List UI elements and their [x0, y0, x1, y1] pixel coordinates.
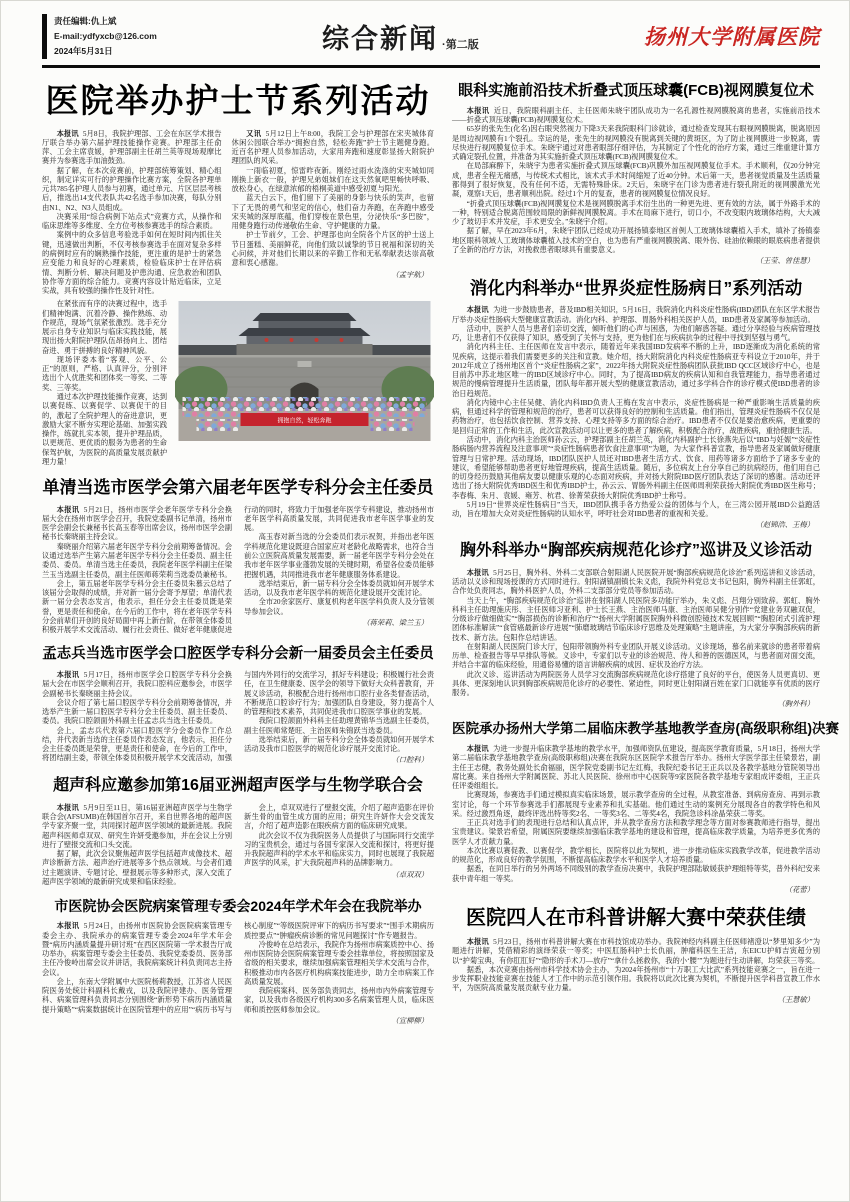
paragraph: 选举结束后，新一届专科分会全体委员就如何开展学术活动及我市口腔医学的规范化诊疗展开交流讨论。 [244, 734, 434, 754]
paragraph: 此次义诊、巡讲活动为两院医务人员学习交流胸部疾病规范化诊疗搭建了良好的平台，使医务人员更真切、更具体、更深刻地认识到胸部疾病规范化诊疗的必要性、紧迫性，同时更让射阳湖百姓在家门口就能享有优质的医疗服务。 [452, 669, 820, 698]
paragraph: 据悉，在同日举行的另外两场不同级别的教学查房决赛中，我院护理部陆敏媛获护理组特等奖，普外科纪安来获中青年组一等奖。 [452, 864, 820, 883]
section-title-wrap [157, 17, 644, 56]
article-body [42, 505, 434, 635]
paragraph-list [452, 324, 820, 519]
paragraph: 会上，东南大学附属中大医院杨莉教授，江苏省人民医院医务处统计科副科长戴戎，以及我院评建办、医务管理科、病案管理科负责同志分别围绕“新形势下病历内涵质量提升策略”“病案数据统计在医院管理中的应用”“病历书写与核心制度”“等级医院评审下的病历书写要求”“围手术期病历质控要点”“肿瘤疾病诊断的常见问题探讨”作专题报告。 [42, 921, 434, 1014]
red-lantern [340, 338, 344, 342]
paragraph-list [452, 596, 820, 698]
article-body [42, 670, 434, 765]
headline-ibd-day: 消化内科举办“世界炎症性肠病日”系列活动 [469, 278, 803, 299]
article-science-contest [452, 907, 820, 1005]
nurse-day-row-1 [42, 129, 434, 296]
tower-upper-story [259, 321, 351, 328]
headline-thoracic-tour: 胸外科举办“胸部疾病规范化诊疗”巡讲及义诊活动 [459, 542, 812, 560]
date-line: 2024年5月31日 [54, 45, 113, 56]
article-ibd-day [452, 278, 820, 530]
headline-ultrasound-congress: 超声科应邀参加第16届亚洲超声医学与生物学联合会 [53, 777, 423, 795]
tower-roof-lower [239, 328, 371, 336]
paragraph: 据了解，在本次竞赛前，护理部统筹策划、精心组织，制定详实可行的护理操作比赛方案，全院各护理单元共785名护理人员参与初赛，通过单元、片区层层考核后，推选出14支代表队共42名选手参加决赛，每队分别由N1、N2、N3人员组成。 [42, 165, 222, 212]
edition-label: ·第二版 [442, 38, 479, 51]
headline-medical-records-meeting: 市医院协会医院病案管理专委会2024年学术年会在我院举办 [54, 898, 422, 915]
paragraph [42, 921, 232, 977]
paragraph: 通过本次护理技能操作竞赛，达到以赛促练、以赛促学、以赛促干的目的，激起了全院护理人的奋进意识，更激励大家不断夯实理论基础、加强实践操作，练就扎实本领，提升护理品质，以更规范、更优质的服务为患者的生命保驾护航，为医院的高质量发展贡献护理力量！ [42, 392, 167, 466]
paragraph: 冷俊岭在总结表示，我院作为扬州市病案质控中心、扬州市医院协会医院病案管理专委会挂靠单位，将按照国家及省级的相关要求，继续加强病案管理相关学术交流与合作，积极推动市内各医疗机构病案技能进步，助力全市病案工作高质量发展。 [244, 939, 434, 986]
byline: （花蕾） [784, 884, 814, 894]
editor-info [42, 14, 157, 59]
paragraph: 此次会议不仅为我院医务人员提供了与国际同行交流学习的宝贵机会，通过与各国专家深入交流和探讨，将更好提升我院超声科的学术水平和临床实力，同时也展现了我院超声医学的风采，扩大我院超声科的品牌影响力。 [244, 830, 434, 868]
headline-nurse-day: 医院举办护士节系列活动 [45, 81, 431, 119]
paragraph: 会上，孟志兵代表第六届口腔医学分会委员作工作总结，并代表新当选的主任委员作表态发言，他表示，担任分会主任委员既是荣誉，更是责任和使命，在今后的工作中，将团结副主委，带领全体委员积极开展学术交流活动，加强与国内外同行的交流学习，抓好专科建设；积极履行社会责任，在卫生健康委、医学会的领导下做好大众科普教育，开展义诊活动，积极配合进行扬州市口腔行业各类督查活动，不断规范口腔诊疗行为；加强团队自身建设，努力提高个人的管理和技术素养，共同促进我市口腔医学事业的发展。 [42, 670, 434, 763]
paragraph-list [452, 965, 820, 993]
paragraph [452, 744, 820, 790]
paragraph: 活动中，医护人员与患者们亲切交流，倾听他们的心声与困惑，为他们解惑答疑。通过分享经验与疾病管理技巧，让患者们不仅获得了知识，感受到了关怀与支持，更为他们在与疾病抗争的过程中寻找到坚强与勇气。 [452, 323, 820, 343]
paragraph: 决赛采用“综合病例下站点式”竞赛方式，从操作和临床思维等多维度、全方位考核参赛选手的综合素质。 [42, 211, 222, 231]
crowd-front-left [197, 419, 239, 431]
dateline-lead: 本报讯 [56, 802, 79, 812]
paragraph: 我院病案科、医务部负责同志，扬州市内外病案管理专家，以及我市各级医疗机构300多名病案管理人员，临床医师和质控医师参加会议。 [244, 986, 434, 1014]
masthead [42, 14, 820, 68]
editor-line: 责任编辑:仇上斌 [54, 16, 117, 26]
paragraph: 会上，卓双双进行了壁报交流，介绍了超声造影在评价新生骨的血管生成方面的应用；研究生许妍作大会交流发言，介绍了超声造影在眼疾病方面的临床研究成果。 [244, 802, 434, 831]
wall-plaque [298, 361, 312, 367]
dateline-lead: 本报讯 [56, 921, 80, 931]
paragraph: 秦晓丽介绍第六届老年医学专科分会前期筹备情况。会议通过选举产生第六届老年医学专科分会主任委员、副主任委员、委员。单清当选主任委员，我院老年医学科副主任梁兰玉当选副主任委员，副主任医师蒋荣莉当选委员兼秘书。 [42, 541, 232, 579]
article-geriatrics-chair [42, 478, 434, 634]
paragraph: 高玉春对新当选的分会委员们表示祝贺，并指出老年医学科规范化建设既迎合国家应对老龄化战略需求，也符合当前公立医院高质量发展需要，新一届老年医学专科分会处在我市老年医学事业蓬勃发展的关键时期，希望各位委员能够把握机遇，共同推进我市老年健康服务体系建设。 [244, 532, 434, 579]
dateline-lead: 本报讯 [56, 128, 79, 138]
article-thoracic-tour [452, 542, 820, 709]
byline: （胸外科） [777, 699, 814, 709]
paragraph-text: 5月24日，由扬州市医院协会医院病案管理专委会主办、我院承办的病案管理专委会2024年学术年会暨“病历内涵质量提升研讨班”在西区医院第一学术报告厅成功举办，病案管理专委会主任委员、我院党委委员、医务部主任冷俊岭出席会议并讲话，我院病案统计科负责同志主持会议。 [42, 921, 232, 977]
paragraph: 65岁的张先生(化名)因右眼突然视力下降3天来我院眼科门诊就诊，通过检查发现其右眼视网膜脱离，脱离原因是周边视网膜有1个裂孔。幸运的是，张先生的视网膜没有脱离到关键的黄斑区，为了防止视网膜进一步脱离，需尽快进行视网膜复位手术。朱晓宇通过对患者眼部仔细评估，为其制定了个性化的治疗方案，通过三维重建计算方式确定裂孔位置，并准备为其实施折叠式顶压球囊(FCB)视网膜复位术。 [452, 124, 820, 162]
paragraph: 会上，第五届老年医学专科分会主任委员朱慕云总结了该届分会取得的成绩，并对新一届分会寄予厚望；单清代表新一届分会表态发言，他表示，担任分会主任委员既是荣誉，更是责任和使命。在今后的工作中，将在老年医学专科分会前辈们开创的良好局面中再上新台阶，在带领全体委员积极开展学术交流活动、履行社会责任、做好老年健康促进行动的同时，将致力于加强老年医学专科建设，推动扬州市老年医学科高质量发展，共同促进我市老年医学事业的发展。 [42, 504, 434, 635]
byline: （蒋荣莉、梁兰玉） [362, 617, 428, 627]
byline: （赵锦浩、王梅） [755, 520, 814, 530]
group-photo-illustration [175, 301, 434, 441]
paragraph [452, 305, 820, 324]
paragraph: 案例中的众多信息考验选手如何在短时间内抓住关键，迅速做出判断，不仅考核参赛选手在面对复杂多样的病例时应有的娴熟操作技能，更注重的是护士的紧急应变能力和良好的心理素质，检验临床护士在评估病情、判断分析、解决问题及护患沟通、应急救治和团队协作等方面的综合能力。竞赛内容设计贴近临床，立足实战，具有较强的操作性及针对性。 [42, 230, 222, 296]
dateline-lead: 又讯 [246, 128, 262, 138]
byline: （口腔科） [391, 755, 428, 765]
headline-stomatology-chair: 孟志兵当选市医学会口腔医学专科分会新一届委员会主任委员 [42, 646, 434, 663]
red-lantern [265, 338, 269, 342]
hospital-brand-logo: 扬州大学附属医院 [644, 24, 820, 50]
paragraph-list [42, 166, 222, 296]
paragraph [232, 129, 434, 166]
byline: （王莹、曾佳慧） [755, 256, 814, 266]
paragraph-text: 5月17日，扬州市医学会口腔医学专科分会换届大会在市医学会顺利召开，我院口腔科应邀参会，市医学会副秘书长秦晓丽主持会议。 [42, 670, 232, 698]
article-body [452, 937, 820, 1005]
paragraph [452, 937, 820, 965]
group-photo [175, 301, 434, 441]
paragraph-list [452, 790, 820, 883]
paragraph: 一雨临初夏，惊雷昨夜新。刚经过雨水洗涤的宋夹城如同刚换上新衣一般，护理兄弟姐妹们在这天然氧吧里畅快呼吸、放松身心，在绿意浓郁的梧桐美道中感受初夏与阳光。 [231, 165, 434, 194]
dateline-lead: 本报讯 [466, 567, 489, 577]
paragraph-text: 5月23日，扬州市科普讲解大赛在市科技馆成功举办。我院神经内科副主任医师褚澄以“梦里知多少”为题进行讲解，凭借精彩的演绎荣获一等奖；中医肛肠科护士长仇丽，肿瘤科医生王洁，东EICU护师吉寅超分别以“护菊宝典，有你肛肛好”“隐形的手术刀—放疗”“拿什么拯救你，我的小‘腰’”为题进行生动讲解，均荣获三等奖。 [452, 936, 820, 965]
article-body [452, 744, 820, 895]
paragraph-text: 近日，我院眼科副主任、主任医师朱晓宇团队成功为一名孔源性视网膜脱离的患者，实施前沿技术——折叠式顶压球囊(FCB)视网膜复位术。 [452, 105, 821, 125]
nurse-day-col-1 [42, 129, 222, 296]
dateline-lead: 本报讯 [466, 105, 490, 115]
paragraph [42, 670, 232, 698]
paragraph-list [42, 299, 167, 466]
byline: （宣柳柳） [391, 1015, 428, 1025]
dateline-lead: 本报讯 [466, 305, 489, 315]
paragraph-text: 5月25日，胸外科、外科二支部联合射阳湖人民医院开展“胸部疾病规范化诊治”系列巡讲和义诊活动，活动以义诊和现场授课的方式同时进行。射阳湖镇副镇长朱义彪，我院外科党总支书记包阳，胸外科副主任郭虹，合作处负责同志，胸外科医护人员，外科二支部部分党员等参加活动。 [452, 567, 820, 596]
nurse-day-col-2 [232, 129, 434, 296]
tower-platform [237, 344, 373, 355]
paragraph-text: 为进一步鼓励患者，普及IBD相关知识，5月16日，我院消化内科炎症性肠病(IBD)团队在东区学术报告厅举办炎症性肠病大型健康宣教活动。消化内科、护理部、胃肠外科相关医护人员，IBD患者及家属等参加活动。 [452, 305, 820, 324]
paragraph-list [232, 166, 434, 268]
red-lantern [315, 338, 319, 342]
byline: （卓双双） [391, 869, 428, 879]
right-column [452, 78, 839, 1026]
article-medical-records-meeting [42, 898, 434, 1026]
paragraph: 我院口腔颌面外科科主任助理黄锦华当选副主任委员，副主任医师常楚旺、主治医师朱锦跃当选委员。 [244, 716, 434, 735]
headline-eye-fcb: 眼科实施前沿技术折叠式顶压球囊(FCB)视网膜复位术 [458, 81, 814, 99]
paragraph: 现场评委本着“客观、公平、公正”的原则，严格、认真评分，分别评选出个人优胜奖和团体奖一等奖、二等奖、三等奖。 [42, 354, 167, 392]
nurse-day-row-2 [42, 299, 434, 466]
headline-geriatrics-chair: 单清当选市医学会第六届老年医学专科分会主任委员 [42, 478, 434, 498]
paragraph: 会议介绍了第七届口腔医学专科分会前期筹备情况，并选举产生新一届口腔医学专科分会主任委员、副主任委员、委员。我院口腔颌面外科副主任孟志兵当选主任委员。 [42, 697, 232, 726]
page-content [42, 78, 839, 1026]
banner-text: 拥抱自然，轻松奔跑 [277, 418, 332, 425]
dateline-lead: 本报讯 [56, 504, 80, 514]
paragraph-text: 5月21日，扬州市医学会老年医学专科分会换届大会在扬州市医学会召开，我院党委副书记单清，扬州市医学会副会长兼秘书长高玉春等出席会议，扬州市医学会副秘书长秦晓丽主持会议。 [42, 504, 232, 542]
article-stomatology-chair [42, 646, 434, 765]
crowd-front-right [371, 419, 415, 431]
paragraph: 在紧张而有序的决赛过程中，选手们精神饱满、沉着冷静、操作熟练、动作规范，现场气氛紧张激烈。选手充分展示自身专业知识与临床实践技能，展现出扬大附院护理队伍昂扬向上、团结奋进、勇于拼搏的良好精神风貌。 [42, 299, 167, 355]
dateline-lead: 本报讯 [466, 743, 489, 753]
paragraph [42, 803, 232, 849]
paragraph-text: 5月12日上午8:00，我院工会与护理部在宋夹城体育休闲公园联合举办“拥抱自然，轻松奔跑”护士节主题健身跑。近百名护理人员参加活动，大家用奔跑和速度彰显扬大附院护理团队的风采。 [231, 128, 435, 166]
paragraph: “折叠式顶压球囊(FCB)视网膜复位术是视网膜脱离手术衍生出的一种更先进、更有效的方法，属于外路手术的一种，特别适合脱离范围较局限的新鲜视网膜脱离。手术在局麻下进行，切口小，不改变眼内玻璃体结构，大大减少了玻切手术并发症，手术更安全。”朱晓宇介绍。 [452, 198, 820, 227]
tower-roof-top [253, 313, 357, 321]
paragraph: 消化内科主任、主任医师在发言中表示，随着近年来我国IBD发病率不断的上升，IBD逐渐成为消化系统的常见疾病，这提示着我们需要更多的关注和宣教。她介绍，扬大附院消化内科炎症性肠病亚专科设立于2010年，并于2012年成立了扬州地区首个“炎症性肠病之家”，2022年扬大附院炎症性肠病团队获批IBD QCC区域诊疗中心，也是目前苏中苏北地区唯一的IBD区域诊疗中心。同时，为了提高IBD病友的疾病认知和自我管理能力，指导患者通过规范的慢病管理提升生活质量，团队每年都开展大型的健康宣教活动，通过多学科合作的诊疗模式使IBD患者的诊治日趋规范。 [452, 342, 820, 398]
paragraph-text: 5月9日至11日，第16届亚洲超声医学与生物学联合会(AFSUMB)在韩国首尔召开，来自世界各地的超声医学专家齐聚一堂，共同探讨超声医学领域的最新进展。我院超声科医师卓双双、研究生许妍受邀参加，并在会议上分别进行了壁报交流和口头交流。 [42, 802, 232, 849]
email-line: E-mail:ydfyxcb@126.com [54, 30, 157, 41]
byline: （王慧敏） [777, 994, 814, 1004]
article-eye-fcb [452, 82, 820, 267]
article-body [42, 803, 434, 886]
paragraph: 蓝天白云下，他们留下了美丽的身影与快乐的笑声，也留下了无畏的勇气和坚定的信心，他们奋力奔跑，在奔跑中感受宋夹城的深厚底蕴，他们穿梭在景色里，分泌快乐“多巴胺”，用健身跑行动传递敬佑生命、守护健康的力量。 [231, 193, 434, 231]
paragraph-text: 5月8日，我院护理部、工会在东区学术报告厅联合举办第六届护理技能操作竞赛。护理部主任俞萍、工会主席袁媛，护理部副主任胡兰英等现场观摩比赛并为参赛选手加油鼓劲。 [42, 128, 222, 166]
paragraph-text: 为进一步提升临床教学基地的教学水平，加强师资队伍建设，提高医学教育质量，5月18日，扬州大学第二届临床教学基地教学查房(高级职称组)决赛在我院东区医院学术报告厅举办。扬州大学医学部主任梁景岩，副主任王志健，教务处副处长俞福丽，医学院党委副书记左红梅，我院纪委书记王正兵以及各教学基地分管院领导出席比赛。来自扬州大学附属医院、苏北人民医院、徐州市中心医院等9家医院各教学基地专家组成评委组，王正兵任评委组组长。 [452, 743, 820, 791]
paragraph [452, 106, 820, 125]
article-teaching-final [452, 721, 839, 895]
paragraph: 比赛现场，参赛选手们通过模拟真实临床场景，展示教学查房的全过程，从教室准备、到病房查房、再到示教室讨论，每一个环节参赛选手们都展现专业素养和扎实基础。他们通过生动的案例充分展现各自的教学特色和风采。经过激烈角逐，最终评选出特等奖2名、一等奖3名、二等奖4名，我院急诊科凃晶荣获二等奖。 [452, 790, 820, 818]
paragraph: 据悉，本次竞赛由扬州市科学技术协会主办，为2024年扬州市“十万职工大比武”系列技能竞赛之一，旨在进一步发挥职业技能竞赛在技能人才工作中的示范引领作用。我院将以此次比赛为契机，不断提升医学科普宣教工作水平，为医院高质量发展贡献专业力量。 [452, 964, 820, 993]
tower-lower-story [247, 336, 363, 344]
byline: （孟宇航） [391, 269, 428, 279]
paragraph [42, 505, 232, 542]
article-nurse-day [42, 82, 434, 467]
side-gallery-left [179, 345, 237, 355]
paragraph [42, 129, 222, 166]
wall-parapet [179, 355, 431, 358]
paragraph: 在射阳湖人民医院门诊大厅，包阳带领胸外科专业团队开展义诊活动。义诊现场，慕名前来就诊的患者带着病历单、检查报告等早早排队等候。义诊中，专家们以专业的诊治规范、待人和善的医德医风，与患者面对面交流，并结合丰富的临床经验，用通俗易懂的语言讲解疾病的成因、症状及治疗方法。 [452, 641, 820, 670]
paragraph: 选举结束后，新一届专科分会全体委员就如何开展学术活动，以及我市老年医学科的规范化建设展开交流讨论。 [244, 578, 434, 598]
left-column [42, 78, 434, 1026]
paragraph: 据了解，早在2023年6月，朱晓宇团队已经成功开展扬镇泰地区首例人工玻璃体球囊植入手术，填补了扬镇泰地区眼科领域人工玻璃体球囊植入技术的空白，也为患有严重视网膜脱离、眼外伤、硅油依赖眼的眼底病患者提供了全新的治疗方法，对挽救患者眼球具有重要意义。 [452, 226, 820, 254]
article-body [452, 106, 820, 266]
section-title: 综合新闻 [322, 23, 439, 54]
paragraph: 本次比赛以赛促教、以赛促学，教学相长，医院将以此为契机，进一步推动临床实践教学改革，促进教学活动的规范化，形成良好的教学氛围，不断提高临床教学水平和医学人才培养质量。 [452, 845, 820, 865]
headline-teaching-final: 医院承办扬州大学第二届临床教学基地教学查房(高级职称组)决赛 [452, 721, 839, 737]
paragraph: 护士节前夕，工会、护理部也向全院各个片区的护士送上节日蛋糕、美丽鲜花，向他们致以诚挚的节日祝福和深切的关心问候，并对他们长期以来的辛勤工作和无私奉献表达崇高敬意和衷心感谢。 [231, 230, 434, 268]
paragraph-list [452, 124, 820, 254]
paragraph: 在局部麻醉下，朱晓宇为患者实施折叠式顶压球囊(FCB)巩膜外加压视网膜复位手术。手术顺利，仅20分钟完成，患者全程无痛感，与传统术式相比，该术式手术时间缩短了近40分钟。术后第一天，患者视觉质量及生活质量都得到了很好恢复，没有任何不适，无需特殊卧床。2天后，朱晓宇在门诊为患者进行裂孔附近的视网膜激光光凝，观察1天后，患者顺利出院。经过1个月的复查，患者的视网膜复位情况良好。 [452, 161, 820, 199]
paragraph: 活动中，消化内科主治医师孙云云，护理部副主任胡兰英，消化内科副护士长徐燕先后以“IBD与妊娠”“炎症性肠病肠内营养流程及注意事项”“炎症性肠病患者饮食注意事项”为题，为大家作科普宣教，指导患者及家属做好健康管理与日常护理。活动现场，IBD团队医护人员还对IBD患者生活方式、饮食、用药等诸多方面给予了诸多专业的建议，希望能够帮助患者更好地管理疾病，提高生活质量。随后，多位病友上台分享自己的抗病经历，他们用自己的切身经历鼓励其他病友要以健康乐观的心态面对疾病，并对扬大附院IBD医疗团队表达了深切的感谢。活动还评选出了扬大附院优秀IBD医生和优秀IBD护士，孙云云、胃肠外科副主任医师周利荣获扬大附院优秀IBD医生称号；李春梅、朱月、袁媛、雍芳、杭君、徐菁荣获扬大附院优秀IBD护士称号。 [452, 434, 820, 500]
paragraph: 5月19日“世界炎症性肠病日”当天，IBD团队携手各方热爱公益的团体与个人，在三湾公园开展IBD公益跑活动，旨在增加大众对炎症性肠病的认知水平，呼吁社会对IBD患者的重视和关爱。 [452, 499, 820, 519]
article-body [42, 921, 434, 1026]
paragraph: 全市20余家医疗、康复机构老年医学科负责人及分管领导参加会议。 [244, 597, 434, 616]
paragraph: 当天上午，“胸部疾病规范化诊治”巡讲在射阳湖人民医院多功能厅举办，朱义彪、吕翔分别致辞。郭虹、胸外科科主任助理施庆彤、主任医师习亚利、护士长王燕、主治医师马康、主治医师吴健分别作“党建业务双融双促，分级诊疗做细做实”“胸部损伤的诊断和治疗”“扬州大学附属医院胸外科微创腔镜技术发展回顾”“胸腔闭式引流护理团体标准解读”“食管癌最新诊疗进展”“肺磨玻璃结节临床诊疗思维及处理策略”主题讲座，为大家分享胸部疾病的新技术、新方法。包阳作总结讲话。 [452, 595, 820, 642]
headline-science-contest: 医院四人在市科普讲解大赛中荣获佳绩 [466, 906, 806, 929]
dateline-lead: 本报讯 [56, 670, 80, 680]
side-gallery-right [373, 345, 431, 355]
paragraph [452, 568, 820, 596]
nurse-day-col-1b [42, 299, 167, 466]
dateline-lead: 本报讯 [466, 936, 489, 946]
paragraph: 消化内镜中心主任吴健、消化内科IBD负责人王梅在发言中表示，炎症性肠病是一种严重影响生活质量的疾病，但通过科学的管理和规范的治疗，患者可以获得良好的控制和生活质量。他们指出，管理炎症性肠病不仅仅是药物治疗，也包括饮食控制、营养支持、心理支持等多方面的综合治疗。IBD患者不仅仅是要治愈疾病，更重要的是回归正常的工作和生活，此次宣教活动可以让更多的患者了解疾病，积极配合治疗，战胜疾病，重拾健康生活。 [452, 397, 820, 435]
article-body [452, 568, 820, 710]
paragraph: 据了解，此次会议聚焦超声医学包括超声成像技术、超声诊断新方法、超声治疗进展等多个热点领域。与会者们通过主题演讲、专题讨论、壁报展示等多种形式，深入交流了超声医学领域的最新研究成果和临床经验。 [42, 849, 232, 886]
article-body [452, 305, 820, 530]
article-ultrasound-congress [42, 777, 434, 886]
paragraph: 王正兵对选手们的表现进行总结和认真点评，并从教学查房方法和教学理念等方面对参赛教师进行指导，提出宝贵建议。梁景岩希望，附属医院要继续加强临床教学基地的建设和管理，提高临床教学质量，为培养更多优秀的医学人才贡献力量。 [452, 818, 820, 846]
red-lantern [290, 338, 294, 342]
